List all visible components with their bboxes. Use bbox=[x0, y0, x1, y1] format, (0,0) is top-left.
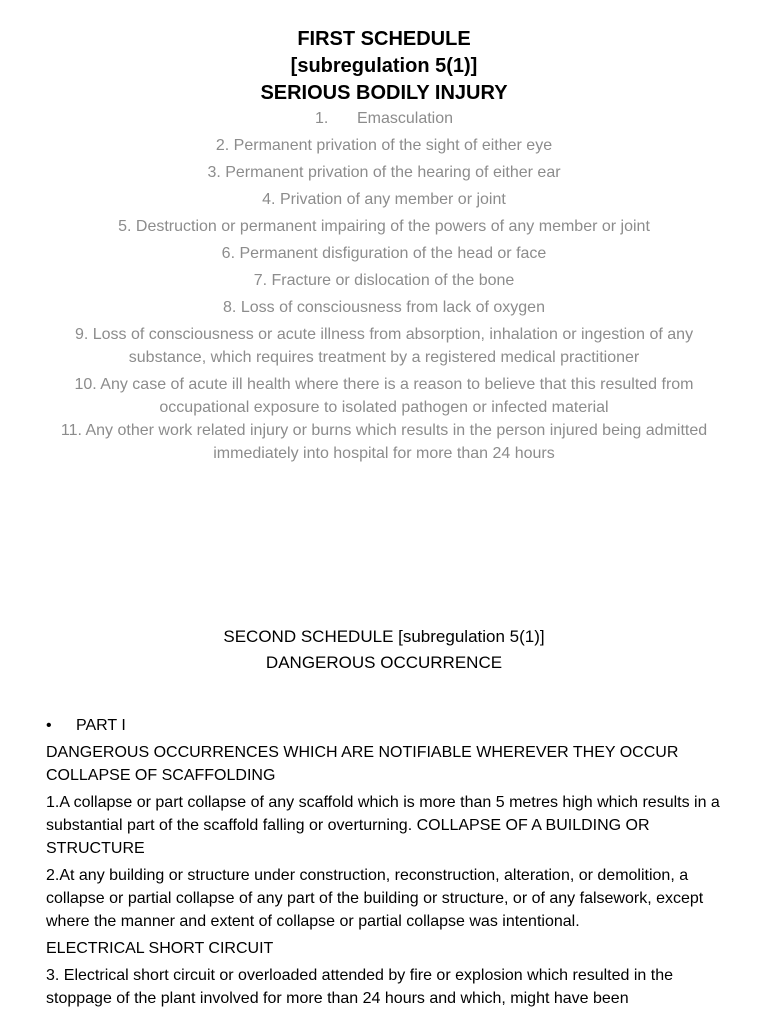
bullet-icon: • bbox=[46, 717, 52, 734]
list-item: 10. Any case of acute ill health where there is a reason to believe that this resulted from occupational exposure to isolated pathogen or infected material bbox=[74, 376, 694, 416]
paragraph: 1.A collapse or part collapse of any scaffold which is more than 5 metres high which results in a substantial part of the scaffold falling or overturning. COLLAPSE OF A BUILDING OR STRUCTURE bbox=[46, 794, 720, 857]
paragraph: 2.At any building or structure under construction, reconstruction, alteration, or demolition, a collapse or partial collapse of any part of the building or structure, or of any falsework, except where the manner and extent of collapse or partial collapse was intentional. bbox=[46, 867, 704, 930]
paragraph: DANGEROUS OCCURRENCES WHICH ARE NOTIFIABLE WHEREVER THEY OCCUR COLLAPSE OF SCAFFOLDING bbox=[46, 744, 679, 784]
paragraph: 3. Electrical short circuit or overloaded attended by fire or explosion which resulted in the stoppage of the plant involved for more than 24 hours and which, might have been bbox=[46, 967, 673, 1007]
second-schedule-body bbox=[46, 714, 726, 1014]
list-item: 8. Loss of consciousness from lack of oxygen bbox=[223, 299, 545, 316]
list-item: 9. Loss of consciousness or acute illness from absorption, inhalation or ingestion of any substance, which requires treatment by a registered medical practitioner bbox=[74, 326, 694, 366]
list-item: 7. Fracture or dislocation of the bone bbox=[253, 272, 515, 289]
dangerous-occurrence-heading: DANGEROUS OCCURRENCE bbox=[265, 653, 503, 672]
part-bullet bbox=[46, 714, 726, 737]
list-item-number: 1. bbox=[314, 110, 329, 127]
paragraph: ELECTRICAL SHORT CIRCUIT bbox=[46, 940, 274, 957]
list-item-text: Emasculation bbox=[356, 110, 454, 127]
list-item: 2. Permanent privation of the sight of either eye bbox=[215, 137, 553, 154]
serious-bodily-injury-heading: SERIOUS BODILY INJURY bbox=[260, 82, 508, 104]
list-item bbox=[0, 107, 768, 130]
list-item: 5. Destruction or permanent impairing of the powers of any member or joint bbox=[118, 218, 650, 235]
first-schedule-title: FIRST SCHEDULE bbox=[297, 28, 471, 50]
list-item: 3. Permanent privation of the hearing of either ear bbox=[207, 164, 561, 181]
list-item: 6. Permanent disfiguration of the head or face bbox=[221, 245, 547, 262]
list-item: 11. Any other work related injury or burns which results in the person injured being admitted immediately into hospital for more than 24 hours bbox=[60, 422, 708, 462]
list-item: 4. Privation of any member or joint bbox=[262, 191, 506, 208]
part-label: PART I bbox=[76, 717, 126, 734]
second-schedule-header bbox=[0, 624, 768, 676]
first-schedule-subregulation: [subregulation 5(1)] bbox=[290, 55, 478, 77]
injury-list bbox=[0, 107, 768, 465]
second-schedule-title: SECOND SCHEDULE [subregulation 5(1)] bbox=[223, 627, 545, 646]
first-schedule-section bbox=[0, 26, 768, 469]
